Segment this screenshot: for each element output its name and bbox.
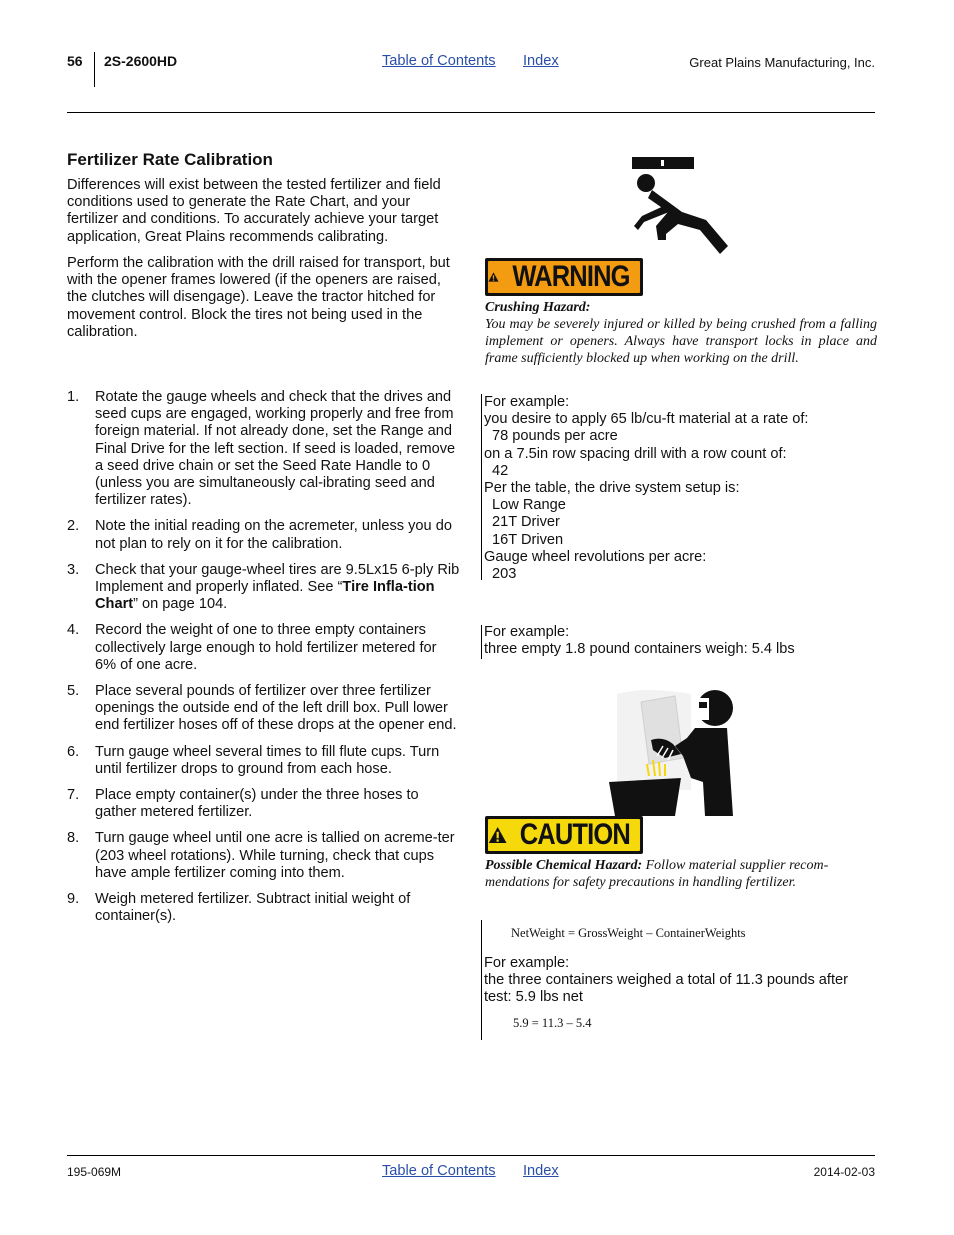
tire-inflation-xref[interactable]: Tire Infla-tion Chart [95, 579, 435, 613]
example1-block [484, 394, 884, 583]
footer-toc-link[interactable]: Table of Contents [382, 1163, 496, 1179]
example-line: on a 7.5in row spacing drill with a row count of: [484, 445, 787, 462]
list-item: 6. Turn gauge wheel several times to fill flute cups. Turn until fertilizer drops to ground from each hose. [67, 743, 440, 777]
example2-block [484, 624, 884, 658]
warning-sign [485, 258, 643, 296]
example-line: 16T Driven [492, 531, 564, 548]
footer-index-link[interactable]: Index [523, 1163, 559, 1179]
list-item: 8. Turn gauge wheel until one acre is tallied on acreme-ter (203 wheel rotations). While turning, check that cups have ample fertilizer coming into them. [67, 830, 455, 881]
example-line: test: 5.9 lbs net [484, 989, 583, 1006]
list-item: 2. Note the initial reading on the acremeter, unless you do not plan to rely on it for the calibration. [67, 518, 452, 552]
caution-label: CAUTION [520, 818, 631, 852]
example-line: 21T Driver [492, 514, 560, 531]
index-link[interactable]: Index [523, 53, 559, 69]
example-line: 42 [492, 462, 509, 479]
intro-paragraph: Differences will exist between the tested fertilizer and field conditions used to generate the Rate Chart, and your fertilizer and conditions. To accurately achieve your target application, Great Plains recommends calibrating. [67, 177, 441, 245]
example-line: the three containers weighed a total of 11.3 pounds after [484, 972, 849, 989]
example-line: 78 pounds per acre [492, 428, 618, 445]
example-line: Per the table, the drive system setup is: [484, 480, 740, 497]
header-rule [67, 112, 875, 113]
example-line: Gauge wheel revolutions per acre: [484, 548, 707, 565]
header-divider [94, 52, 95, 87]
list-item: 1. Rotate the gauge wheels and check that the drives and seed cups are engaged, working properly and free from foreign material. If not already done, set the Range and Final Drive for the left section. If seed is loaded, remove a seed drive chain or set the Seed Rate Handle to 0 (unless you are simultaneously cal-ibrating seed and fertilizer rates). [67, 389, 456, 509]
hazard-text: Follow material supplier recom-mendations for safety precautions in handling fertilizer. [485, 858, 829, 890]
alert-triangle-icon [488, 266, 499, 288]
alert-triangle-icon [488, 824, 507, 846]
list-item: 4. Record the weight of one to three empty containers collectively large enough to hold fertilizer metered for 6% of one acre. [67, 622, 437, 673]
crushing-hazard-icon [620, 150, 740, 260]
caution-sign [485, 816, 643, 854]
example-line: you desire to apply 65 lb/cu-ft material at a rate of: [484, 411, 809, 428]
list-item: 3. Check that your gauge-wheel tires are 9.5Lx15 6-ply Rib Implement and properly inflated. See “Tire Infla-tion Chart” on page 104. [67, 561, 460, 613]
section-title: Fertilizer Rate Calibration [67, 150, 273, 169]
chemical-hazard-icon [605, 686, 737, 818]
procedure-paragraph: Perform the calibration with the drill raised for transport, but with the opener frames lowered (if the openers are raised, the clutches will disengage). Leave the tractor hitched for movement control. Block the tires not being used in the calibration. [67, 255, 450, 340]
list-item: 9. Weigh metered fertilizer. Subtract initial weight of container(s). [67, 891, 411, 925]
calibration-steps [67, 389, 461, 934]
example-line: Low Range [492, 497, 566, 514]
example-line: For example: [484, 624, 570, 640]
example-line: For example: [484, 955, 570, 971]
formula-bar [481, 920, 482, 1040]
publish-date: 2014-02-03 [813, 1165, 875, 1179]
example-line: 203 [492, 566, 517, 583]
page-number: 56 [67, 53, 83, 69]
caution-sign-panel [488, 819, 640, 851]
warning-label: WARNING [512, 260, 630, 294]
hazard-text: You may be severely injured or killed by being crushed from a falling implement or openers. Always have transport locks in place and frame sufficiently blocked up when working on the drill. [485, 317, 877, 366]
example-line: three empty 1.8 pound containers weigh: 5.4 lbs [484, 641, 795, 658]
company-name: Great Plains Manufacturing, Inc. [689, 55, 875, 70]
list-item: 7. Place empty container(s) under the three hoses to gather metered fertilizer. [67, 787, 419, 821]
formula-example [484, 955, 884, 1007]
doc-number: 195-069M [67, 1165, 122, 1179]
list-item: 5. Place several pounds of fertilizer over three fertilizer openings the outside end of the left drill box. Pull lower end fertilizer hoses off of these drops at the opener end. [67, 683, 457, 734]
model-name: 2S-2600HD [104, 53, 178, 69]
toc-link[interactable]: Table of Contents [382, 53, 496, 69]
footer-rule [67, 1155, 875, 1156]
warning-message [485, 299, 877, 367]
caution-message [485, 857, 877, 891]
warning-sign-panel [488, 261, 640, 293]
example1-bar [481, 394, 482, 580]
example-line: For example: [484, 394, 570, 410]
hazard-title: Possible Chemical Hazard: [485, 858, 643, 873]
hazard-title: Crushing Hazard: [485, 300, 591, 315]
example-formula: 5.9 = 11.3 – 5.4 [513, 1016, 592, 1030]
example2-bar [481, 625, 482, 659]
net-weight-formula: NetWeight = GrossWeight – ContainerWeights [511, 926, 746, 940]
